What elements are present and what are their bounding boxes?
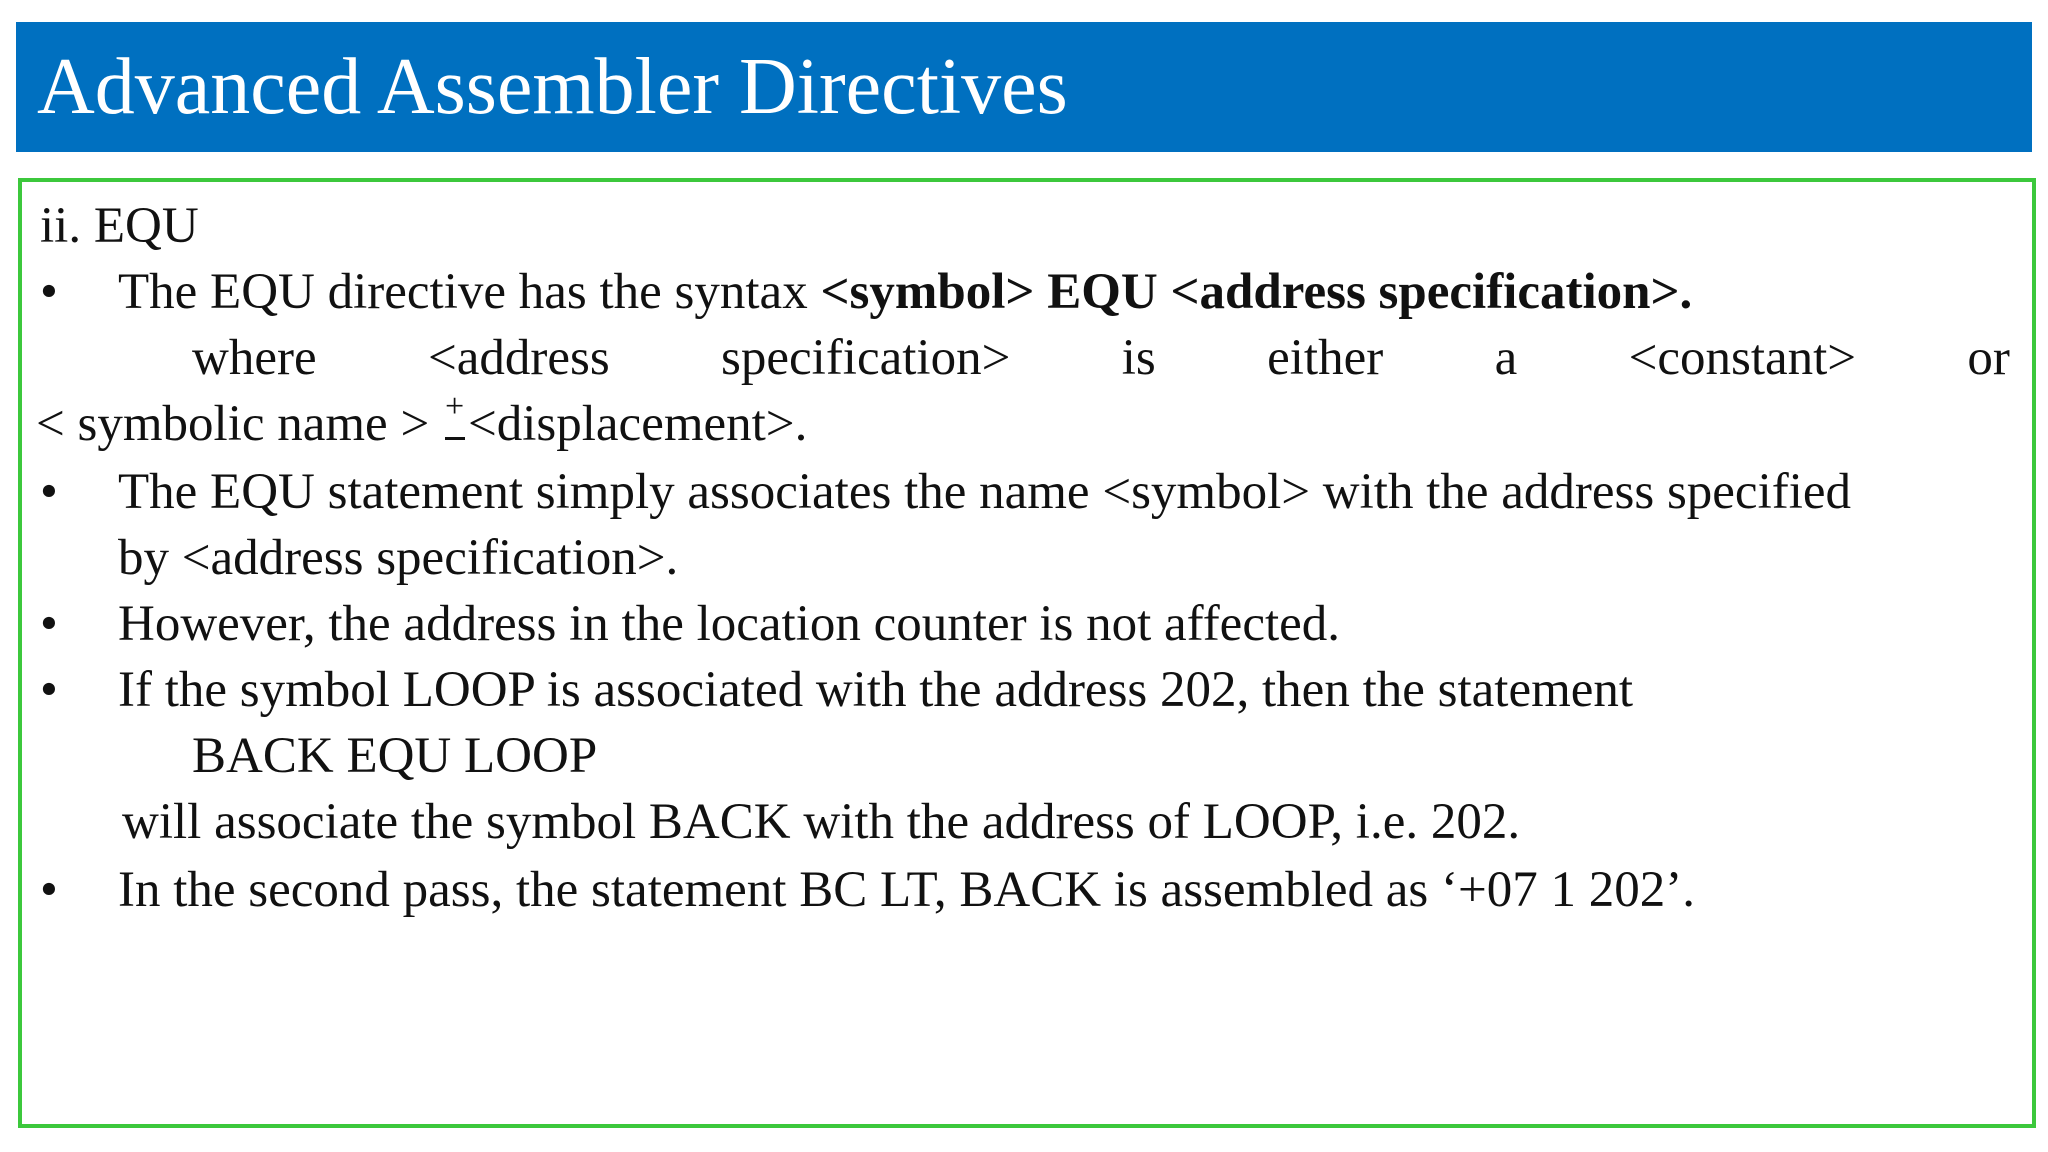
- displacement-text: <displacement>.: [467, 396, 808, 452]
- bullet-3-text: However, the address in the location counter is not affected.: [118, 596, 1341, 652]
- symbolic-name-text: < symbolic name >: [36, 396, 442, 452]
- bullet-5-text: In the second pass, the statement BC LT, BACK is assembled as ‘+07 1 202’.: [118, 862, 1695, 918]
- bullet-2-line-1: The EQU statement simply associates the name <symbol> with the address specified: [118, 464, 1852, 520]
- bullet-1-marker: •: [40, 264, 58, 320]
- bullet-4-line-3: will associate the symbol BACK with the address of LOOP, i.e. 202.: [122, 794, 1521, 850]
- where-word-8: or: [1967, 330, 2010, 386]
- bullet-4-line-1: If the symbol LOOP is associated with the address 202, then the statement: [118, 662, 1634, 718]
- where-word-5: either: [1267, 330, 1384, 386]
- slide-title: Advanced Assembler Directives: [37, 43, 1068, 131]
- title-bar: [16, 22, 2032, 152]
- bullet-4-marker: •: [40, 662, 58, 718]
- minus-sign: [445, 437, 465, 440]
- bullet-5-marker: •: [40, 862, 58, 918]
- plus-sign: +: [444, 388, 465, 425]
- bullet-1-where-line: [192, 328, 2010, 388]
- section-heading: ii. EQU: [40, 198, 199, 254]
- bullet-1-syntax: <symbol> EQU <address specification>.: [820, 264, 1693, 320]
- where-word-2: <address: [427, 330, 610, 386]
- where-word-4: is: [1121, 330, 1156, 386]
- plus-minus-symbol: [442, 388, 468, 444]
- where-word-6: a: [1494, 330, 1518, 386]
- bullet-2-marker: •: [40, 464, 58, 520]
- bullet-3-marker: •: [40, 596, 58, 652]
- bullet-2-line-2: by <address specification>.: [118, 530, 679, 586]
- bullet-1-continuation: [36, 388, 808, 454]
- bullet-1-text-plain: The EQU directive has the syntax: [118, 264, 821, 320]
- bullet-1-text: [118, 262, 1692, 322]
- where-word-3: specification>: [721, 330, 1011, 386]
- where-word-7: <constant>: [1628, 330, 1857, 386]
- where-word-1: where: [192, 330, 317, 386]
- bullet-4-code: BACK EQU LOOP: [192, 728, 598, 784]
- content-box: [18, 178, 2036, 1128]
